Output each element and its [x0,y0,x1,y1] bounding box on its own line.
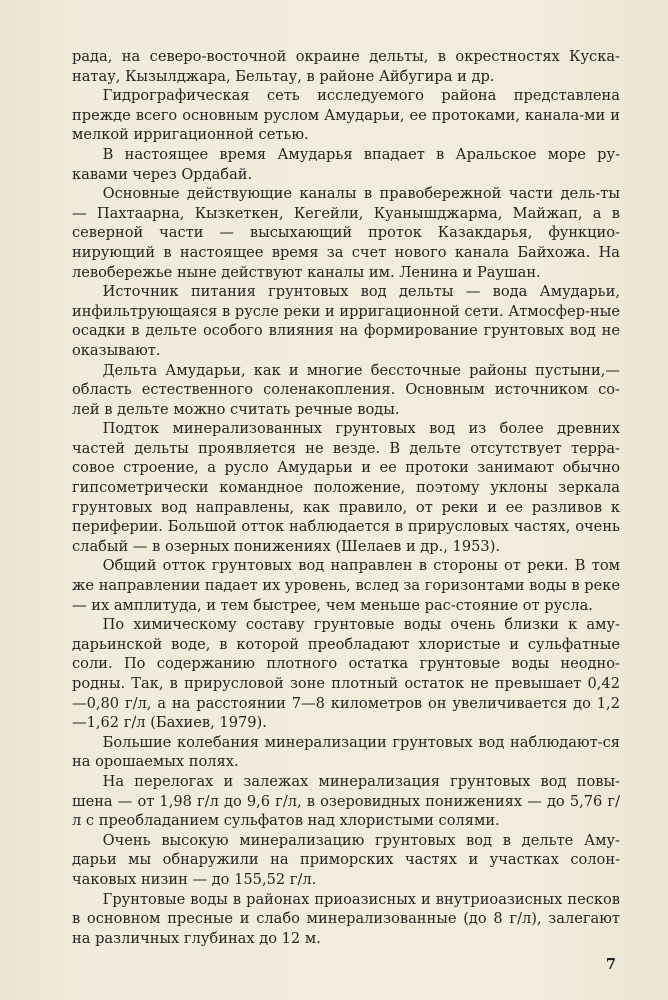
paragraph-1: рада, на северо-восточной окраине дельты, в окрестностях Куска-натау, Кызылджара, Бельтау, в районе Айбугира и др. [72,48,620,85]
page-number: 7 [605,956,616,973]
paragraph-11: На перелогах и залежах минерализация грунтовых вод повы-шена — от 1,98 г/л до 9,6 г/л, в озеровидных понижениях — до 5,76 г/л с преобладанием сульфатов над хлористыми солями. [72,772,620,830]
paragraph-2: Гидрографическая сеть исследуемого района представлена прежде всего основным руслом Амударьи, ее протоками, канала-ми и мелкой ирригационной сетью. [72,87,620,144]
paragraph-4: Основные действующие каналы в правобережной части дель-ты — Пахтаарна, Кызкеткен, Кегейли, Куанышджарма, Майжап, а в северной части — высыхающий проток Казакдарья, функцио-нирующий в настоящее время за счет нового канала Байхожа. На левобережье ныне действуют каналы им. Ленина и Раушан. [72,185,620,281]
paragraph-13: Грунтовые воды в районах приоазисных и внутриоазисных песков в основном пресные и слабо минерализованные (до 8 г/л), залегают на различных глубинах до 12 м. [72,890,620,947]
paragraph-12: Очень высокую минерализацию грунтовых вод в дельте Аму-дарьи мы обнаружили на приморских частях и участках солон-чаковых низин — до 155,52 г/л. [72,831,620,888]
body-text [72,47,620,948]
paragraph-6: Дельта Амударьи, как и многие бессточные районы пустыни,— область естественного соленакопления. Основным источником со-лей в дельте можно считать речные воды. [72,361,620,418]
paragraph-8: Общий отток грунтовых вод направлен в стороны от реки. В том же направлении падает их уровень, вслед за горизонтами воды в реке — их амплитуда, и тем быстрее, чем меньше рас-стояние от русла. [72,557,620,614]
paragraph-3: В настоящее время Амударья впадает в Аральское море ру-кавами через Ордабай. [72,145,620,183]
paragraph-9: По химическому составу грунтовые воды очень близки к аму-дарьинской воде, в которой преобладают хлористые и сульфатные соли. По содержанию плотного остатка грунтовые воды неодно-родны. Так, в прирусловой зоне плотный остаток не превышает 0,42—0,80 г/л, а на расстоянии 7—8 километров он увеличивается до 1,2—1,62 г/л (Бахиев, 1979). [72,616,620,732]
paragraph-10: Большие колебания минерализации грунтовых вод наблюдают-ся на орошаемых полях. [72,733,620,771]
paragraph-7: Подток минерализованных грунтовых вод из более древних частей дельты проявляется не везде. В дельте отсутствует терра-совое строение, а русло Амударьи и ее протоки занимают обычно гипсометрически командное положение, поэтому уклоны зеркала грунтовых вод направлены, как правило, от реки и ее разливов к периферии. Большой отток наблюдается в прирусловых частях, очень слабый — в озерных понижениях (Шелаев и др., 1953). [72,420,620,555]
paragraph-5: Источник питания грунтовых вод дельты — вода Амударьи, инфильтрующаяся в русле реки и ирригационной сети. Атмосфер-ные осадки в дельте особого влияния на формирование грунтовых вод не оказывают. [72,283,620,359]
